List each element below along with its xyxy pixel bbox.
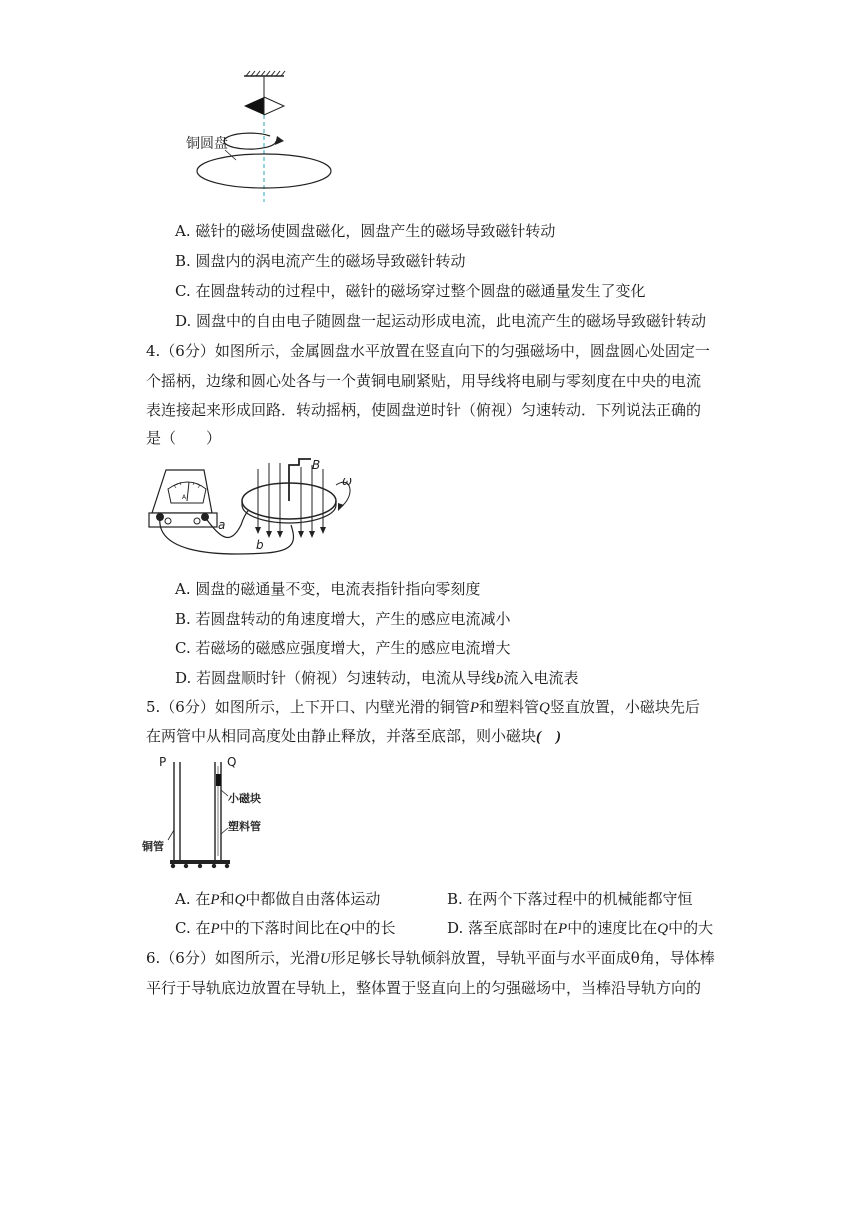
q4-option-d: D. 若圆盘顺时针（俯视）匀速转动，电流从导线b流入电流表 [175,669,579,687]
q4-option-c: C. 若磁场的磁感应强度增大，产生的感应电流增大 [175,639,511,657]
field-label: B [312,458,321,472]
copper-disc-label: 铜圆盘 [186,136,228,152]
svg-text:A: A [182,494,187,501]
q4-stem-line-4: 是（ ） [146,429,222,447]
magnet-block [216,774,221,786]
omega-label: ω [342,474,353,488]
tubes-figure [140,752,280,872]
ammeter-icon [149,470,217,527]
disc-generator-figure [146,455,361,565]
q4-stem-line-2: 个摇柄，边缘和圆心处各与一个黄铜电刷紧贴，用导线将电刷与零刻度在中央的电流 [146,372,702,390]
q5-option-b: B. 在两个下落过程中的机械能都守恒 [447,890,693,908]
q5-stem-line-2: 在两管中从相同高度处由静止释放，并落至底部，则小磁块( ) [146,727,562,745]
tube-p-label: P [159,755,167,769]
q3-option-c: C. 在圆盘转动的过程中，磁针的磁场穿过整个圆盘的磁通量发生了变化 [175,282,646,300]
q4-stem-line-3: 表连接起来形成回路．转动摇柄，使圆盘逆时针（俯视）匀速转动．下列说法正确的 [146,401,702,419]
tube-q-label: Q [227,755,237,769]
q5-option-d: D. 落至底部时在P中的速度比在Q中的大 [447,919,714,937]
q3-option-a: A. 磁针的磁场使圆盘磁化，圆盘产生的磁场导致磁针转动 [175,222,556,240]
q3-option-d: D. 圆盘中的自由电子随圆盘一起运动形成电流，此电流产生的磁场导致磁针转动 [175,312,707,330]
q4-option-a: A. 圆盘的磁通量不变，电流表指针指向零刻度 [175,580,481,598]
q5-option-c: C. 在P中的下落时间比在Q中的长 [175,919,396,937]
plastic-tube-label: 塑料管 [228,820,261,833]
q5-option-a: A. 在P和Q中都做自由落体运动 [175,890,381,908]
magnet-label: 小磁块 [228,792,261,805]
copper-tube-label: 铜管 [142,840,164,853]
wire-a-label: a [218,518,226,532]
q4-option-b: B. 若圆盘转动的角速度增大，产生的感应电流减小 [175,610,511,628]
q6-stem-line-2: 平行于导轨底边放置在导轨上，整体置于竖直向上的匀强磁场中，当棒沿导轨方向的 [146,979,702,997]
q4-stem-line-1: 4.（6分）如图所示，金属圆盘水平放置在竖直向下的匀强磁场中，圆盘圆心处固定一 [146,342,710,360]
copper-disc-figure [180,70,350,205]
q5-stem-line-1: 5.（6分）如图所示，上下开口、内壁光滑的铜管P和塑料管Q竖直放置，小磁块先后 [146,698,700,716]
q6-stem-line-1: 6.（6分）如图所示，光滑U形足够长导轨倾斜放置，导轨平面与水平面成θ角，导体棒 [146,949,715,967]
q3-option-b: B. 圆盘内的涡电流产生的磁场导致磁针转动 [175,252,466,270]
wire-b-label: b [256,538,264,552]
